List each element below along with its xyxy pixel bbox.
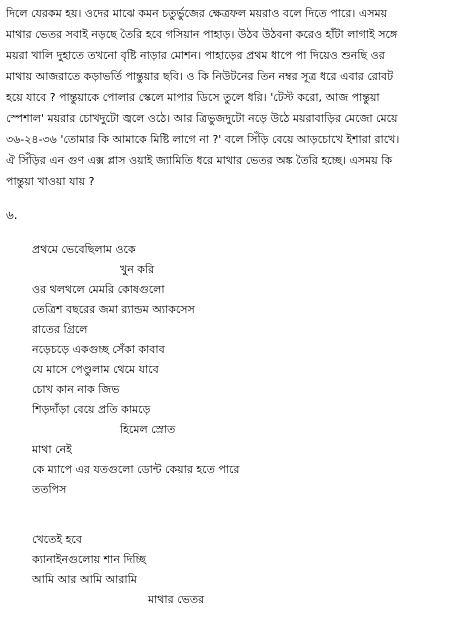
prose-line: হয়ে যাবে ? পান্তুয়াকে পোলার স্কেলে মাপার ডিসে তুলে ধরি। 'টেস্ট করো, আজ পান্তুয়া [6,91,380,104]
prose-line: স্পেশাল' ময়রার চোখদুটো জ্বলে ওঠে। আর ত্রিভুজদুটো নড়ে উঠে ময়রাবাড়ির মেজো মেয়ে [6,112,398,125]
poem-line: হিমেল স্রোত [120,423,176,436]
stanza-break [32,500,432,530]
prose-line: ময়রা খালি দুহাতে তখনো বৃষ্টি নাড়ার মোশন। পাহাড়ের প্রথম ধাপে পা দিয়েও শুনছি ওর [6,49,385,62]
poem-line: শিড়দাঁড়া বেয়ে প্রতি কামড়ে [32,403,151,416]
poem [32,240,432,610]
poem-line: চোখ কান নাক জিভ [32,383,120,396]
section-number: ৬. [6,208,18,222]
poem-line: আমি আর আমি আরামি [32,573,137,586]
prose-line: মাথায় আজরাতে কড়াভর্তি পান্তুয়ার ছবি। ও কি নিউটনের তিন নম্বর সূত্র ধরে এবার রোবট [6,70,394,83]
poem-line: মাথার ভেতর [148,593,205,606]
poem-line: কে ম্যাপে এর যতগুলো ডোন্ট কেয়ার হতে পারে [32,463,240,476]
poem-line: ওর থলথলে মেমরি কোষগুলো [32,283,165,296]
poem-line: খুন করি [120,263,155,276]
prose-line: ঐ সিঁড়ির এন গুণ এক্স প্লাস ওয়াই জ্যামিতি ধরে মাথার ভেতর অঙ্ক তৈরি হচ্ছে। এসময় কি [6,154,393,167]
poem-line: প্রথমে ভেবেছিলাম ওকে [32,243,136,256]
poem-line: নড়েচড়ে একগুচ্ছ সেঁকা কাবাব [32,343,165,356]
poem-line: ততপিস [32,483,67,496]
poem-line: রাতের গ্রিলে [32,323,88,336]
poem-line: খেতেই হবে [32,533,82,546]
poem-line: তেত্রিশ বছরের জমা র‍্যান্ডম অ্যাকসেস [32,303,195,316]
prose-line: দিলে যেরকম হয়। ওদের মাঝে কমন চতুর্ভুজের ক্ষেত্রফল ময়রাও বলে দিতে পারে। এসময় [6,7,388,20]
poem-line: মাথা নেই [32,443,72,456]
prose-line: ৩৬-২৪-৩৬ 'তোমার কি আমাকে মিষ্টি লাগে না ?' বলে সিঁড়ি বেয়ে আড়চোখে ইশারা রাখে। [6,133,400,146]
poem-line: ক্যানাইনগুলোয় শান দিচ্ছি [32,553,146,566]
prose-line: মাথার ভেতর সবাই নড়ছে তৈরি হবে গসিয়ান পাহাড়। উঠব উঠবনা করেও হাঁটা লাগাই সঙ্গে [6,28,398,41]
prose-paragraph [6,3,454,192]
poem-line: যে মাসে পেণ্ডুলাম থেমে যাবে [32,363,159,376]
prose-line: পান্তুয়া খাওয়া যায় ? [6,175,95,188]
